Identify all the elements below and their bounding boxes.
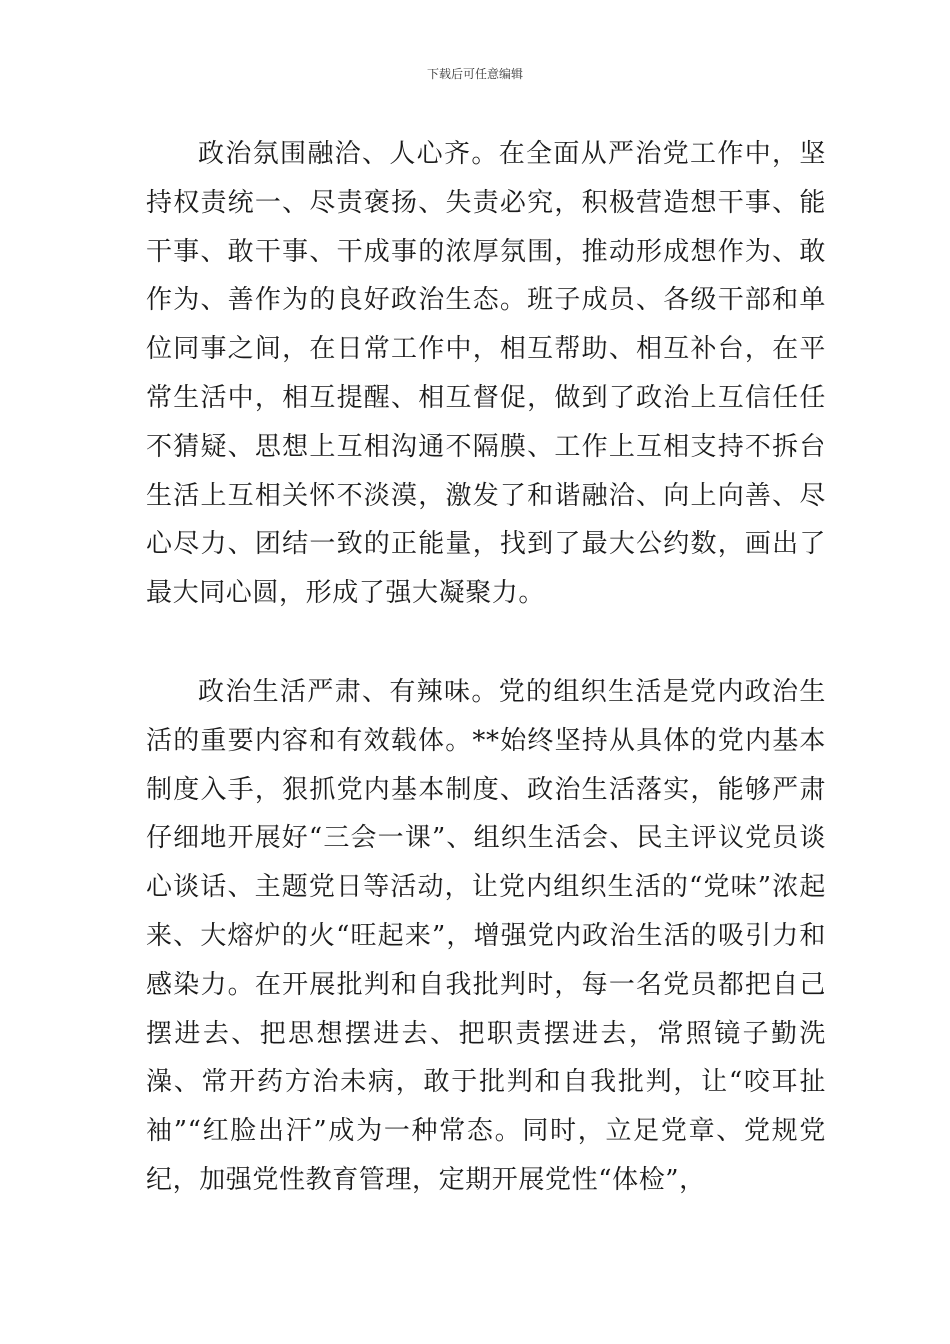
page-header: 下载后可任意编辑 [426, 67, 523, 81]
paragraph-political-atmosphere: 政治氛围融洽、人心齐。在全面从严治党工作中，坚持权责统一、尽责褒扬、失责必究，积极营造想干事、能干事、敢干事、干成事的浓厚氛围，推动形成想作为、敢作为、善作为的良好政治生态。班子成员、各级干部和单位同事之间，在日常工作中，相互帮助、相互补台，在平常生活中，相互提醒、相互督促，做到了政治上互信任任不猜疑、思想上互相沟通不隔膜、工作上互相支持不拆台生活上互相关怀不淡漠，激发了和谐融洽、向上向善、尽心尽力、团结一致的正能量，找到了最大公约数，画出了最大同心圆，形成了强大凝聚力。 [146, 139, 826, 609]
paragraph-political-life: 政治生活严肃、有辣味。党的组织生活是党内政治生活的重要内容和有效载体。**始终坚持从具体的党内基本制度入手，狠抓党内基本制度、政治生活落实，能够严肃仔细地开展好“三会一课”、组织生活会、民主评议党员谈心谈话、主题党日等活动，让党内组织生活的“党味”浓起来、大熔炉的火“旺起来”，增强党内政治生活的吸引力和感染力。在开展批判和自我批判时，每一名党员都把自己摆进去、把思想摆进去、把职责摆进去，常照镜子勤洗澡、常开药方治未病，敢于批判和自我批判，让“咬耳扯袖”“红脸出汗”成为一种常态。同时，立足党章、党规党纪，加强党性教育管理，定期开展党性“体检”， [146, 676, 826, 1195]
document-body [146, 130, 826, 1205]
